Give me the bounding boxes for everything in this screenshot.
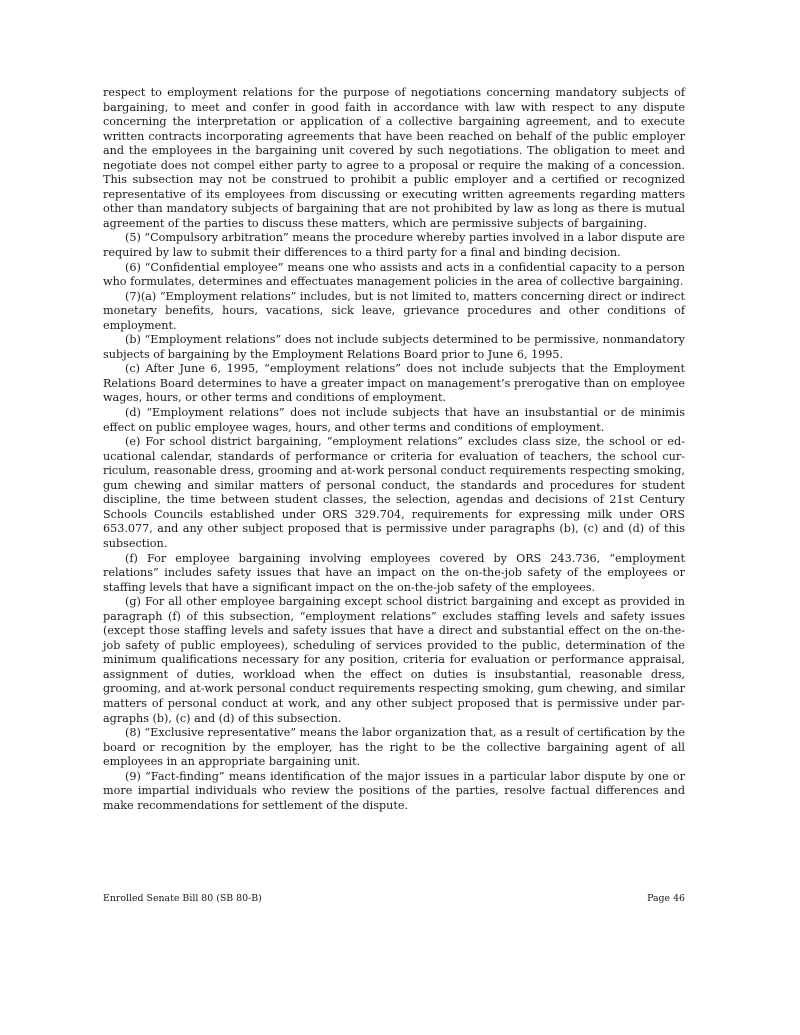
paragraph-employment-relations-c: (c) After June 6, 1995, “employment relations” does not include subjects that the Employment Relations Board determines to have a greater impact on management’s prerogative than on employee wages, hours, or other terms and conditions of employment. — [103, 362, 685, 405]
paragraph-employment-relations-b: (b) “Employment relations” does not include subjects determined to be permissive, nonmandatory subjects of bargaining by the Employment Relations Board prior to June 6, 1995. — [103, 333, 685, 361]
footer-page-number: Page 46 — [647, 893, 685, 904]
paragraph-continuation: respect to employment relations for the purpose of negotiations concerning mandatory subjects of bargaining, to meet and confer in good faith in accordance with law with respect to any dispute concerning the interpretation or application of a collective bargaining agreement, and to execute written contracts incorporating agreements that have been reached on behalf of the public employer and the employees in the bargaining unit covered by such negotiations. The obligation to meet and negotiate does not compel either party to agree to a proposal or require the making of a concession. This subsection may not be construed to prohibit a public employer and a certified or recognized representative of its employees from discussing or executing written agreements regarding matters other than mandatory subjects of bargaining that are not prohibited by law as long as there is mutual agreement of the parties to discuss these matters, which are permissive subjects of bargaining. — [103, 86, 685, 230]
paragraph-employment-relations-a: (7)(a) “Employment relations” includes, but is not limited to, matters concerning direct or indirect monetary benefits, hours, vacations, sick leave, grievance procedures and other conditions of employment. — [103, 289, 685, 332]
paragraph-exclusive-representative: (8) “Exclusive representative” means the labor organization that, as a result of certification by the board or recognition by the employer, has the right to be the collective bargaining agent of all employees in an appropriate bargaining unit. — [103, 726, 685, 769]
paragraph-employment-relations-f: (f) For employee bargaining involving employees covered by ORS 243.736, “employment relations” includes safety issues that have an impact on the on-the-job safety of the employees or staffing levels that have a significant impact on the on-the-job safety of the employees. — [103, 551, 685, 594]
document-body — [103, 86, 685, 813]
paragraph-employment-relations-e: (e) For school district bargaining, “employment relations” excludes class size, the school or educational calendar, standards of performance or criteria for evaluation of teachers, the school curriculum, reasonable dress, grooming and at-work personal conduct requirements respecting smoking, gum chewing and similar matters of personal conduct, the standards and procedures for student discipline, the time between student classes, the selection, agendas and decisions of 21st Century Schools Councils established under ORS 329.704, requirements for expressing milk under ORS 653.077, and any other subject proposed that is permissive under paragraphs (b), (c) and (d) of this subsection. — [103, 435, 685, 550]
paragraph-confidential-employee: (6) “Confidential employee” means one who assists and acts in a confidential capacity to a person who formulates, determines and effectuates management policies in the area of collective bargaining. — [103, 260, 685, 289]
paragraph-fact-finding: (9) “Fact-finding” means identification of the major issues in a particular labor dispute by one or more impartial individuals who review the positions of the parties, resolve factual differences and make recommendations for settlement of the dispute. — [103, 769, 685, 812]
paragraph-compulsory-arbitration: (5) “Compulsory arbitration” means the procedure whereby parties involved in a labor dispute are required by law to submit their differences to a third party for a final and binding decision. — [103, 231, 685, 260]
paragraph-employment-relations-d: (d) “Employment relations” does not include subjects that have an insubstantial or de minimis effect on public employee wages, hours, and other terms and conditions of employment. — [103, 406, 685, 434]
paragraph-employment-relations-g: (g) For all other employee bargaining except school district bargaining and except as provided in paragraph (f) of this subsection, “employment relations” excludes staffing levels and safety issues (except those staffing levels and safety issues that have a direct and substantial effect on the on-the-job safety of public employees), scheduling of services provided to the public, determination of the minimum qualifications necessary for any position, criteria for evaluation or performance appraisal, assignment of duties, workload when the effect on duties is insubstantial, reasonable dress, grooming, and at-work personal conduct requirements respecting smoking, gum chewing, and similar matters of personal conduct at work, and any other subject proposed that is permissive under paragraphs (b), (c) and (d) of this subsection. — [103, 595, 685, 725]
page-footer — [103, 893, 685, 904]
footer-bill-title: Enrolled Senate Bill 80 (SB 80-B) — [103, 893, 262, 904]
